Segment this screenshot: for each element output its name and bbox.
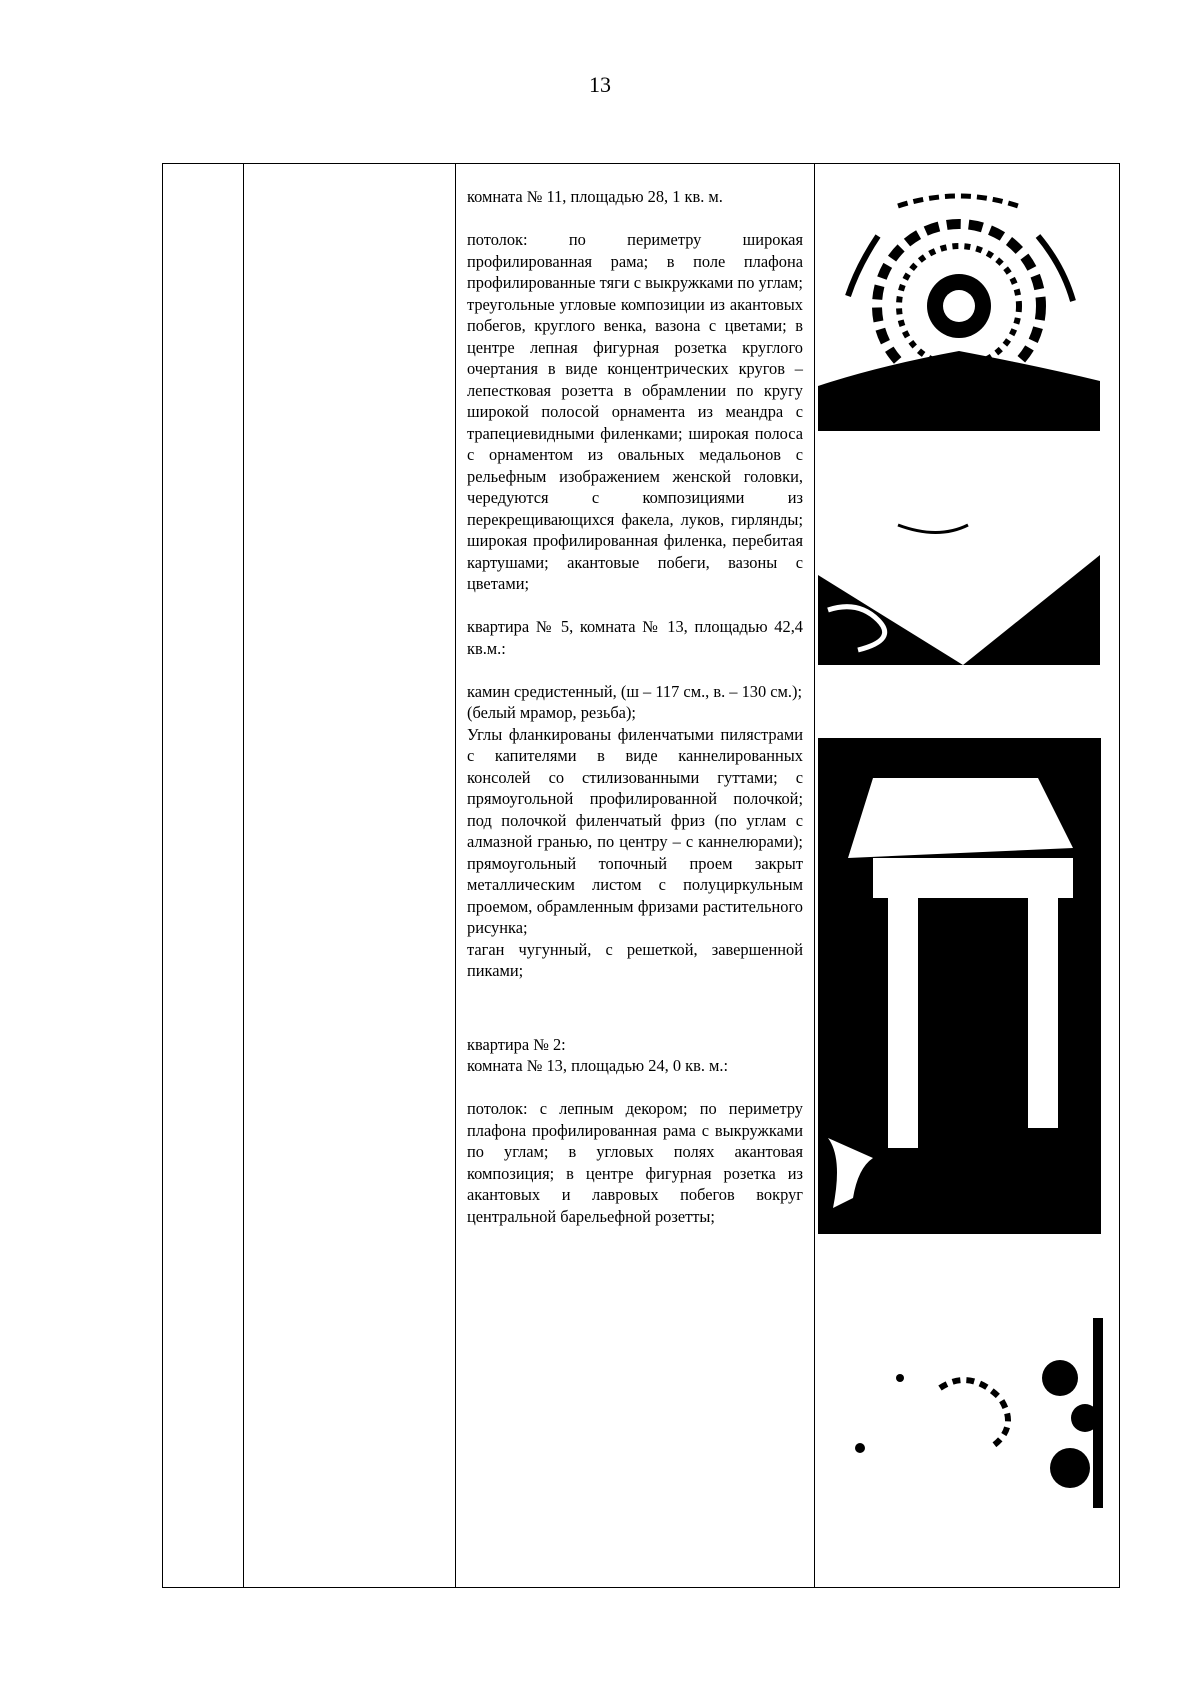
column-divider-1 — [243, 164, 244, 1587]
entry-2-line-3: Углы фланкированы филенчатыми пилястрами с капителями в виде каннелированных консолей со стилизованными гуттами; с прямоугольной профилированной полочкой; под полочкой филенчатый фриз (по углам с алмазной гранью, по центру – с каннелюрами); прямоугольный топочный проем закрыт металлическим листом с полуциркульным проемом, обрамленным фризами растительного рисунка; — [467, 724, 803, 937]
fireplace-photo — [818, 738, 1101, 1234]
ceiling-decor-photo — [840, 1318, 1103, 1508]
column-divider-2 — [455, 164, 456, 1587]
description-column — [467, 186, 803, 1227]
ceiling-rosette-photo — [818, 176, 1100, 431]
entry-3-description: потолок: с лепным декором; по периметру плафона профилированная рама с выкружками по углам; в угловых полях акантовая композиция; в центре фигурная розетка из акантовых и лавровых побегов вокруг центральной барельефной розетты; — [467, 1099, 803, 1226]
entry-3-heading-line-1: квартира № 2: — [467, 1034, 566, 1054]
entry-2-line-4: таган чугунный, с решеткой, завершенной пиками; — [467, 939, 803, 980]
frieze-fragment-photo — [818, 440, 1100, 670]
entry-1-description: потолок: по периметру широкая профилированная рама; в поле плафона профилированные тяги с выкружками по углам; треугольные угловые композиции из акантовых побегов, круглого венка, вазона с цветами; в центре лепная фигурная розетка круглого очертания в виде концентрических кругов – лепестковая розетта в обрамлении по кругу широкой полосой орнамента из меандра с трапециевидными филенками; широкая полоса с орнаментом из овальных медальонов с рельефным изображением женской головки, чередуются с композициями из перекрещивающихся факела, луков, гирлянды; широкая профилированная филенка, перебитая картушами; акантовые побеги, вазоны с цветами; — [467, 230, 803, 593]
page-number: 13 — [589, 72, 611, 97]
entry-3-heading-line-2: комната № 13, площадью 24, 0 кв. м.: — [467, 1056, 729, 1075]
entry-2-line-1: камин средистенный, (ш – 117 см., в. – 130 см.); — [467, 681, 803, 701]
entry-1-heading: комната № 11, площадью 28, 1 кв. м. — [467, 187, 723, 206]
entry-2-heading: квартира № 5, комната № 13, площадью 42,4 кв.м.: — [467, 617, 803, 658]
entry-2-line-2: (белый мрамор, резьба); — [467, 703, 636, 722]
column-divider-3 — [814, 164, 815, 1587]
